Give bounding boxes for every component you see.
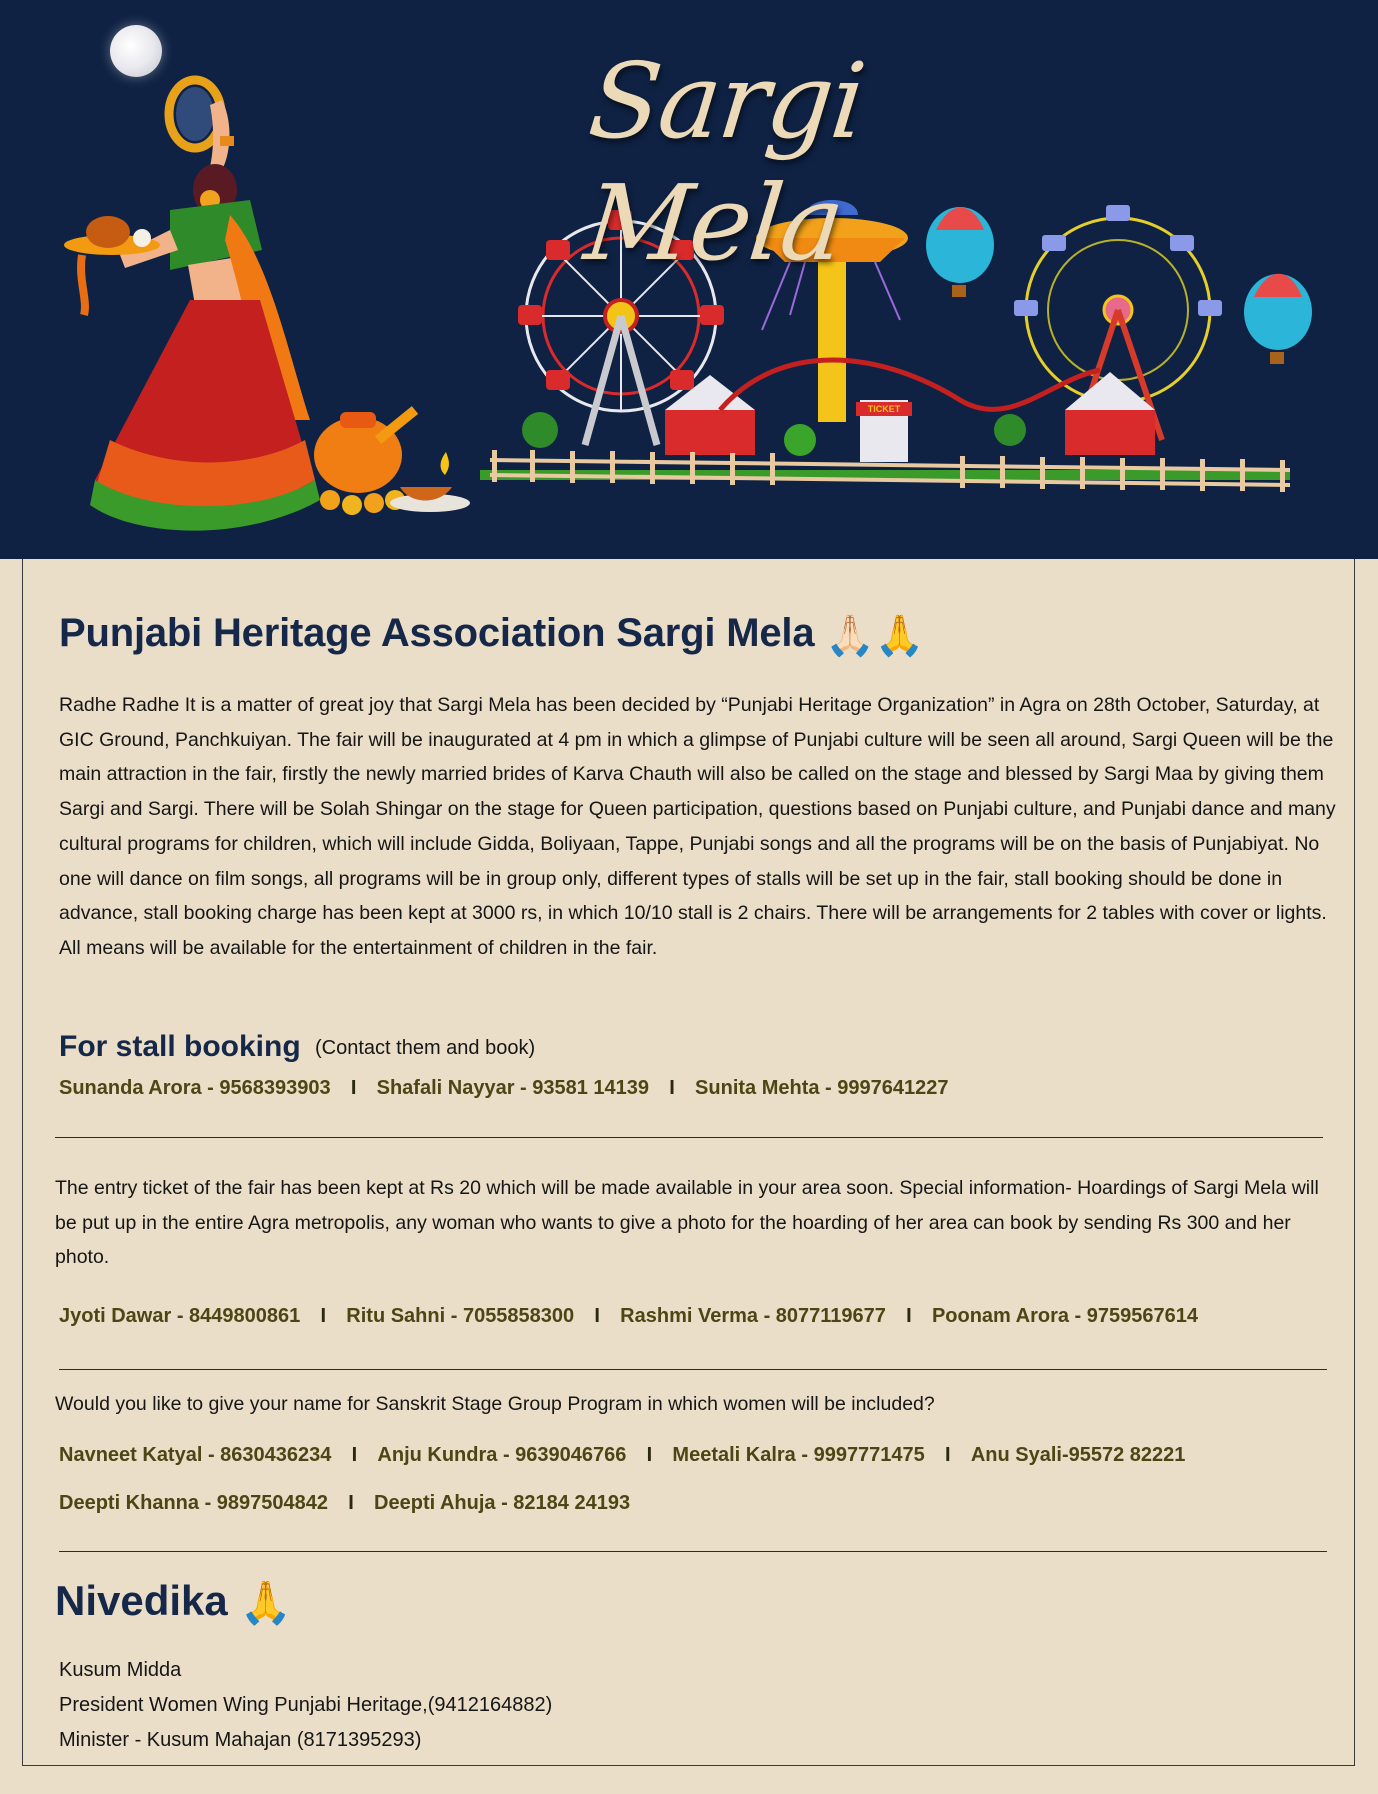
content-card bbox=[22, 559, 1355, 1766]
stall-booking-heading: For stall booking bbox=[59, 1030, 301, 1063]
divider bbox=[55, 1137, 1323, 1138]
page-title bbox=[59, 611, 925, 659]
contact-item: Navneet Katyal - 8630436234 bbox=[59, 1444, 332, 1466]
nivedika-heading bbox=[55, 1577, 292, 1628]
contact-item: Sunita Mehta - 9997641227 bbox=[695, 1077, 949, 1099]
contact-item: Deepti Khanna - 9897504842 bbox=[59, 1492, 329, 1514]
separator: I bbox=[906, 1305, 912, 1327]
contact-item: Anu Syali-95572 82221 bbox=[970, 1444, 1186, 1466]
signatory-minister: Minister - Kusum Mahajan (8171395293) bbox=[59, 1729, 422, 1751]
signatory-title: President Women Wing Punjabi Heritage,(9412164882) bbox=[59, 1694, 553, 1716]
separator: I bbox=[945, 1444, 951, 1466]
stall-booking-note: (Contact them and book) bbox=[315, 1037, 536, 1059]
separator: I bbox=[646, 1444, 653, 1466]
intro-paragraph: Radhe Radhe It is a matter of great joy that Sargi Mela has been decided by “Punjabi Heritage Organization” in Agra on 28th October, Saturday, at GIC Ground, Panchkuiyan. The fair will be inaugurated at 4 pm in which a glimpse of Punjabi culture will be seen all around, Sargi Queen will be the main attraction in the fair, firstly the newly married brides of Karva Chauth will also be called on the stage and blessed by Sargi Maa by giving them Sargi and Sargi. There will be Solah Shingar on the stage for Queen participation, questions based on Punjabi culture, and Punjabi dance and many cultural programs for children, which will include Gidda, Boliyaan, Tappe, Punjabi songs and all the programs will be on the basis of Punjabiyat. No one will dance on film songs, all programs will be in group only, different types of stalls will be set up in the fair, stall booking should be done in advance, stall booking charge has been kept at 3000 rs, in which 10/10 stall is 2 chairs. There will be arrangements for 2 tables with cover or lights. All means will be available for the entertainment of children in the fair. bbox=[59, 694, 1336, 959]
contact-item: Deepti Ahuja - 82184 24193 bbox=[374, 1492, 631, 1514]
divider bbox=[59, 1551, 1327, 1552]
hoarding-contacts bbox=[59, 1305, 1198, 1328]
contact-item: Rashmi Verma - 8077119677 bbox=[620, 1305, 886, 1327]
ticket-sign: TICKET bbox=[867, 404, 901, 414]
contact-item: Sunanda Arora - 9568393903 bbox=[59, 1077, 331, 1099]
separator: I bbox=[320, 1305, 327, 1327]
stage-contacts-row-2 bbox=[59, 1492, 630, 1515]
divider bbox=[59, 1369, 1327, 1370]
separator: I bbox=[348, 1492, 354, 1514]
page-title-text: Punjabi Heritage Association Sargi Mela bbox=[59, 611, 815, 655]
contact-item: Shafali Nayyar - 93581 14139 bbox=[376, 1077, 650, 1099]
contact-item: Anju Kundra - 9639046766 bbox=[377, 1444, 627, 1466]
banner-title: Sargi Mela bbox=[579, 40, 870, 284]
ticket-booth bbox=[856, 400, 912, 462]
separator: I bbox=[594, 1305, 600, 1327]
separator: I bbox=[350, 1077, 357, 1099]
praying-hands-icon: 🙏🏻🙏 bbox=[825, 613, 925, 658]
separator: I bbox=[669, 1077, 675, 1099]
praying-hands-icon: 🙏 bbox=[239, 1579, 292, 1627]
contact-item: Poonam Arora - 9759567614 bbox=[931, 1305, 1199, 1327]
nivedika-heading-text: Nivedika bbox=[55, 1577, 228, 1624]
contact-item: Meetali Kalra - 9997771475 bbox=[672, 1444, 925, 1466]
separator: I bbox=[351, 1444, 358, 1466]
contact-item: Ritu Sahni - 7055858300 bbox=[346, 1305, 575, 1327]
contact-item: Jyoti Dawar - 8449800861 bbox=[59, 1305, 301, 1327]
signatory-name: Kusum Midda bbox=[59, 1659, 182, 1681]
stall-contacts bbox=[59, 1077, 949, 1100]
hot-air-balloon bbox=[926, 207, 1312, 364]
hero-banner bbox=[0, 0, 1378, 559]
ticket-paragraph: The entry ticket of the fair has been kept at Rs 20 which will be made available in your area soon. Special information- Hoardings of Sargi Mela will be put up in the entire Agra metropolis, any woman who wants to give a photo for the hoarding of her area can book by sending Rs 300 and her photo. bbox=[55, 1177, 1319, 1269]
stage-program-question: Would you like to give your name for Sanskrit Stage Group Program in which women will be included? bbox=[55, 1393, 935, 1415]
stage-contacts-row-1 bbox=[59, 1444, 1185, 1467]
